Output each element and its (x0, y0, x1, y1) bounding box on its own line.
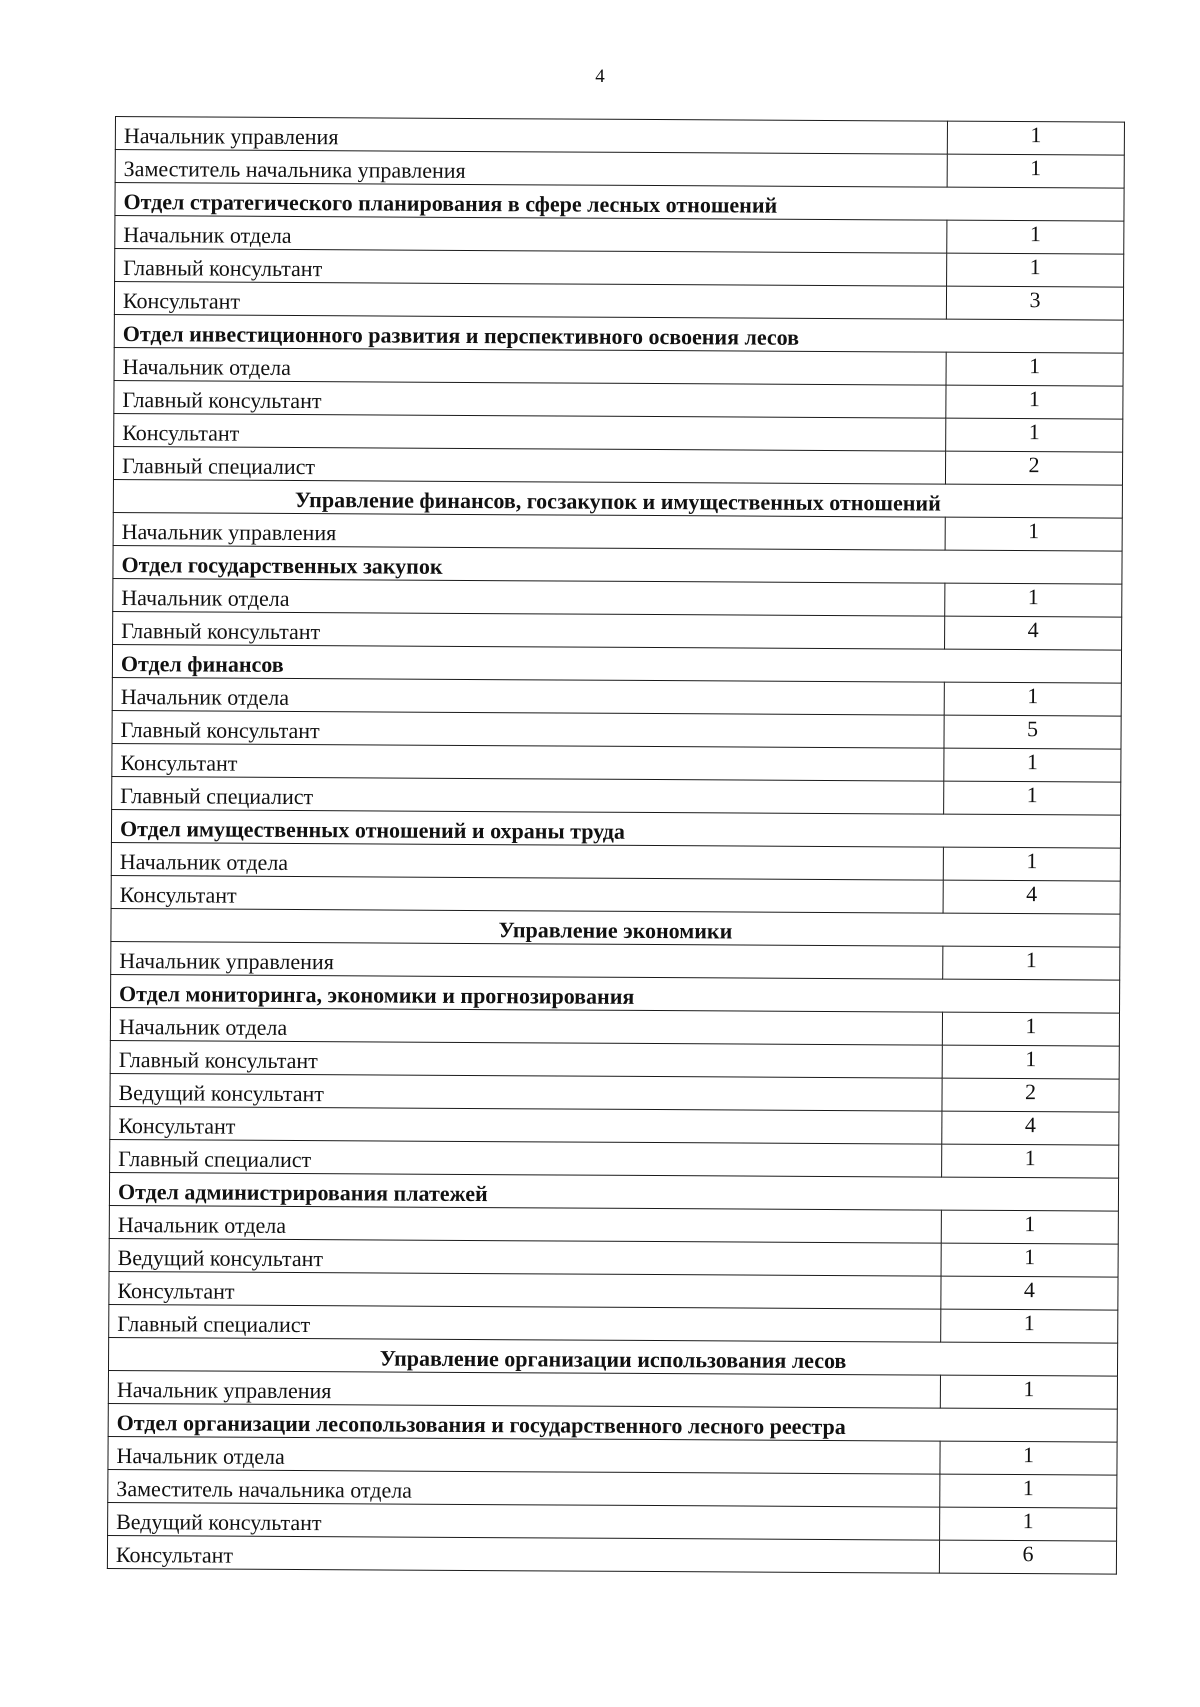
position-count: 1 (944, 748, 1121, 782)
position-count: 3 (946, 286, 1123, 320)
position-title: Ведущий консультант (108, 1502, 940, 1540)
section-title: Управление организации использования лесов (108, 1337, 1117, 1376)
position-count: 1 (941, 1243, 1118, 1277)
position-count: 1 (945, 583, 1122, 617)
position-title: Главный специалист (113, 446, 945, 484)
position-count: 1 (947, 220, 1124, 254)
table-row (108, 1502, 1117, 1541)
position-title: Начальник управления (108, 1370, 940, 1408)
position-count: 2 (942, 1078, 1119, 1112)
table-row (113, 446, 1122, 485)
position-title: Начальник отдела (113, 578, 945, 616)
table-row (109, 1205, 1118, 1244)
table-row (110, 1073, 1119, 1112)
section-header-row (114, 314, 1123, 353)
position-count: 1 (942, 1012, 1119, 1046)
position-title: Начальник управления (113, 512, 945, 550)
table-row (111, 941, 1120, 980)
position-count: 1 (947, 154, 1124, 188)
position-count: 4 (941, 1276, 1118, 1310)
table-row (113, 578, 1122, 617)
position-title: Главный специалист (109, 1304, 941, 1342)
position-title: Консультант (107, 1535, 939, 1573)
position-title: Консультант (109, 1271, 941, 1309)
table-row (110, 1106, 1119, 1145)
section-header-row (111, 974, 1120, 1013)
section-title: Управление финансов, госзакупок и имущественных отношений (113, 479, 1122, 518)
section-title: Отдел имущественных отношений и охраны труда (111, 809, 1120, 848)
position-title: Начальник управления (111, 941, 943, 979)
section-header-row (112, 644, 1121, 683)
position-title: Консультант (114, 282, 946, 320)
position-title: Главный консультант (115, 249, 947, 287)
table-row (115, 117, 1124, 156)
position-title: Главный консультант (112, 710, 944, 748)
section-header-row (111, 809, 1120, 848)
section-header-row (108, 1337, 1117, 1376)
table-row (115, 216, 1124, 255)
table-row (113, 611, 1122, 650)
table-row (112, 677, 1121, 716)
table-row (109, 1238, 1118, 1277)
section-title: Отдел мониторинга, экономики и прогнозирования (111, 974, 1120, 1013)
table-row (109, 1304, 1118, 1343)
position-count: 1 (940, 1375, 1117, 1409)
position-count: 2 (945, 451, 1122, 485)
section-header-row (115, 183, 1124, 222)
position-count: 1 (946, 418, 1123, 452)
section-header-row (111, 908, 1120, 947)
table-row (114, 413, 1123, 452)
page-number: 4 (595, 66, 605, 87)
section-title: Отдел администрирования платежей (109, 1172, 1118, 1211)
section-header-row (113, 479, 1122, 518)
table-row (111, 875, 1120, 914)
position-title: Начальник отдела (109, 1205, 941, 1243)
position-count: 1 (947, 121, 1124, 155)
table-row (108, 1370, 1117, 1409)
table-row (112, 710, 1121, 749)
position-title: Начальник управления (115, 117, 947, 155)
staffing-table-body (107, 117, 1124, 1575)
position-title: Начальник отдела (111, 842, 943, 880)
position-title: Ведущий консультант (109, 1238, 941, 1276)
table-row (109, 1271, 1118, 1310)
position-count: 1 (944, 781, 1121, 815)
table-row (112, 743, 1121, 782)
position-count: 4 (943, 880, 1120, 914)
table-row (110, 1007, 1119, 1046)
position-title: Консультант (111, 875, 943, 913)
position-count: 1 (941, 1210, 1118, 1244)
table-row (115, 150, 1124, 189)
position-title: Ведущий консультант (110, 1073, 942, 1111)
position-count: 4 (942, 1111, 1119, 1145)
position-count: 1 (940, 1441, 1117, 1475)
table-row (114, 380, 1123, 419)
position-title: Начальник отдела (114, 347, 946, 385)
position-count: 1 (940, 1507, 1117, 1541)
position-title: Консультант (112, 743, 944, 781)
position-title: Начальник отдела (115, 216, 947, 254)
table-row (108, 1436, 1117, 1475)
position-count: 1 (941, 1309, 1118, 1343)
position-count: 4 (945, 616, 1122, 650)
position-title: Консультант (110, 1106, 942, 1144)
table-row (107, 1535, 1116, 1574)
position-title: Главный консультант (114, 380, 946, 418)
position-title: Консультант (114, 413, 946, 451)
section-title: Управление экономики (111, 908, 1120, 947)
position-title: Начальник отдела (112, 677, 944, 715)
position-title: Главный консультант (113, 611, 945, 649)
position-title: Главный специалист (110, 1139, 942, 1177)
table-row (110, 1139, 1119, 1178)
section-title: Отдел инвестиционного развития и перспективного освоения лесов (114, 314, 1123, 353)
position-count: 1 (943, 946, 1120, 980)
section-title: Отдел финансов (112, 644, 1121, 683)
position-count: 5 (944, 715, 1121, 749)
position-count: 1 (940, 1474, 1117, 1508)
position-title: Начальник отдела (108, 1436, 940, 1474)
position-title: Главный консультант (110, 1040, 942, 1078)
position-count: 1 (946, 385, 1123, 419)
staffing-table (107, 116, 1125, 1575)
table-row (112, 776, 1121, 815)
position-count: 1 (944, 682, 1121, 716)
table-row (114, 347, 1123, 386)
position-count: 1 (942, 1045, 1119, 1079)
section-header-row (108, 1403, 1117, 1442)
section-header-row (109, 1172, 1118, 1211)
position-title: Начальник отдела (110, 1007, 942, 1045)
position-title: Главный специалист (112, 776, 944, 814)
position-title: Заместитель начальника отдела (108, 1469, 940, 1507)
section-title: Отдел государственных закупок (113, 545, 1122, 584)
position-count: 1 (946, 352, 1123, 386)
position-count: 1 (942, 1144, 1119, 1178)
table-row (115, 249, 1124, 288)
section-title: Отдел стратегического планирования в сфере лесных отношений (115, 183, 1124, 222)
position-count: 1 (947, 253, 1124, 287)
table-row (114, 282, 1123, 321)
table-row (108, 1469, 1117, 1508)
section-header-row (113, 545, 1122, 584)
table-row (110, 1040, 1119, 1079)
position-count: 1 (945, 517, 1122, 551)
table-row (113, 512, 1122, 551)
section-title: Отдел организации лесопользования и государственного лесного реестра (108, 1403, 1117, 1442)
position-count: 1 (943, 847, 1120, 881)
position-count: 6 (939, 1540, 1116, 1574)
position-title: Заместитель начальника управления (115, 150, 947, 188)
table-row (111, 842, 1120, 881)
